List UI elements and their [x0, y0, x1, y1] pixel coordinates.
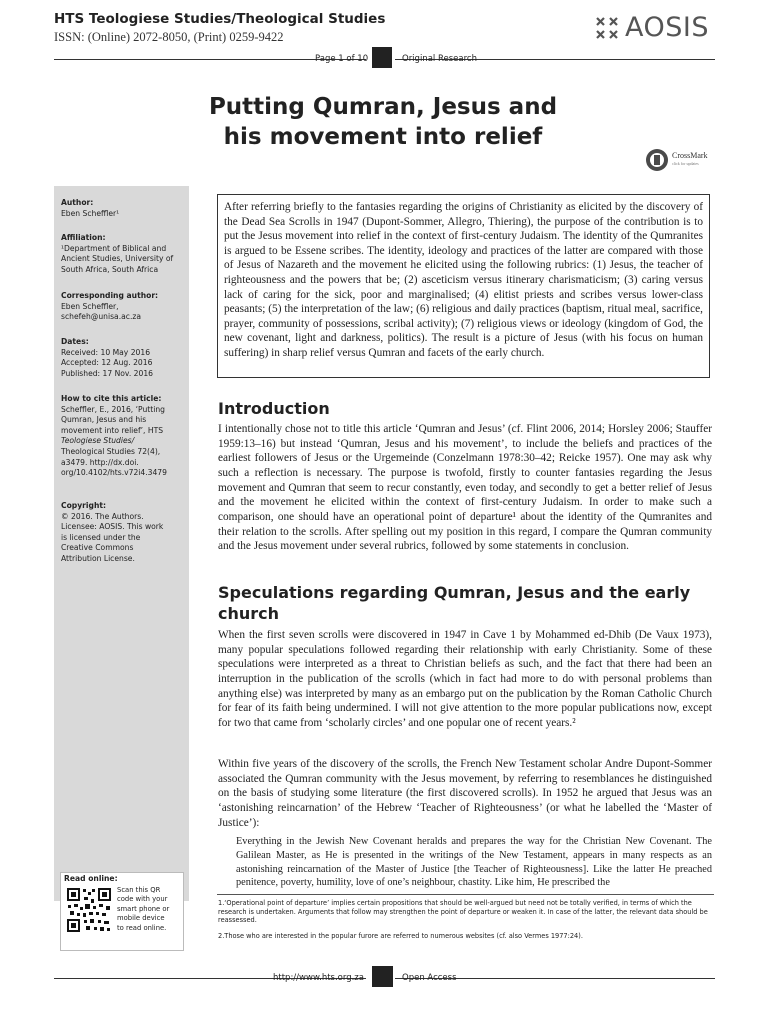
- read-online-line: to read online.: [117, 923, 167, 932]
- crossmark-icon: [645, 148, 669, 172]
- footnote-rule: [217, 894, 714, 895]
- affiliation-line: ¹Department of Biblical and: [61, 243, 167, 253]
- footnote-2: 2.Those who are interested in the popular furore are referred to numerous websites (cf. also Vermes 1977:24).: [218, 932, 583, 940]
- affiliation-block: [61, 233, 187, 275]
- corresponding-label: Corresponding author:: [61, 291, 159, 300]
- cite-line: movement into relief’, HTS: [61, 425, 164, 435]
- issn-line: ISSN: (Online) 2072-8050, (Print) 0259-9422: [54, 30, 284, 44]
- publisher-logo: [594, 12, 709, 43]
- article-title: [150, 92, 616, 152]
- read-online-line: code with your: [117, 895, 168, 904]
- dates-block: [61, 337, 187, 379]
- speculations-paragraph-1: When the first seven scrolls were discovered in 1947 in Cave 1 by Mohammed ed-Dhib (De Vaux 1973), many popular speculations followed regarding their relationship with early Christianity. Some of these speculations were interpreted as a threat to Christian beliefs as such, and the fact that there had been an interruption in the publication of the scrolls (which in fact had more to do with personal problems than anything else) was interpreted by many as an embargo put on the publication by the Roman Catholic Church for fear of its faith being undermined. I will not give attention to the more popular publications now, except for two that came from ‘scholarly circles’ and one popular one of recent years.²: [218, 629, 712, 729]
- abstract-box: [217, 194, 710, 378]
- cite-doi-line[interactable]: org/10.4102/hts.v72i4.3479: [61, 468, 167, 478]
- affiliation-label: Affiliation:: [61, 233, 106, 242]
- read-online-label: Read online:: [64, 874, 118, 883]
- affiliation-line: Ancient Studies, University of: [61, 254, 174, 264]
- corresponding-block: [61, 291, 187, 323]
- date-accepted: Accepted: 12 Aug. 2016: [61, 358, 153, 368]
- copyright-block: [61, 501, 187, 565]
- qr-code-icon[interactable]: [66, 887, 112, 933]
- footer-access: Open Access: [402, 973, 457, 983]
- read-online-line: smart phone or: [117, 904, 170, 913]
- speculations-paragraph-2: Within five years of the discovery of the scrolls, the French New Testament scholar Andre Dupont-Sommer associated the Qumran community with the Jesus movement, by referring to resemblances he distinguished on the basis of studying some literature (the first discovered scrolls). In 1952 he argued that Jesus was an ‘astonishing reincarnation’ of the Hebrew ‘Teacher of Righteousness’ (or what he labelled the ‘Master of Justice’):: [218, 758, 712, 829]
- copyright-line: Creative Commons: [61, 543, 134, 553]
- header-black-box: [372, 47, 392, 68]
- crossmark-badge[interactable]: [645, 148, 708, 172]
- copyright-label: Copyright:: [61, 501, 107, 510]
- crossmark-sub: click for updates: [672, 161, 699, 166]
- author-name: Eben Scheffler¹: [61, 208, 120, 218]
- affiliation-line: South Africa, South Africa: [61, 264, 159, 274]
- corresponding-email[interactable]: schefeh@unisa.ac.za: [61, 312, 142, 322]
- date-published: Published: 17 Nov. 2016: [61, 368, 153, 378]
- page-number: Page 1 of 10: [315, 54, 369, 64]
- author-block: [61, 198, 187, 219]
- introduction-paragraph: I intentionally chose not to title this article ‘Qumran and Jesus’ (cf. Flint 2006, 2014; Horsley 2006; Stauffer 1959:13–16) but instead ‘Qumran, Jesus and his movement’, to include the beliefs and practices of the earliest followers of Jesus or the Urgemeinde (Conzelmann 1978:30–42; Reicke 1957). One may ask why such a reflection is necessary. The purpose is twofold, firstly to counter fantasies regarding the Jesus movement and Qumran that seem to recur constantly, even today, and secondly to get a better relief of Jesus and the movement he elicited within the context of first-century Judaism. In order to make such a comparison, one should have an operational point of departure¹ about the identity of the Qumranites and their relation to the scrolls. After spelling out my position in this regard, I compare the Qumran community and the Jesus movement under several rubrics, followed by some statements in conclusion.: [218, 423, 712, 553]
- copyright-line: Licensee: AOSIS. This work: [61, 522, 164, 532]
- cite-label: How to cite this article:: [61, 394, 162, 403]
- title-line: his movement into relief: [223, 124, 543, 150]
- copyright-line: is licensed under the: [61, 532, 141, 542]
- speculations-heading: [218, 582, 698, 624]
- cite-doi-line[interactable]: a3479. http://dx.doi.: [61, 457, 139, 467]
- read-online-instructions: [117, 886, 181, 933]
- cite-line: Theological Studies 72(4),: [61, 446, 161, 456]
- cite-line: Scheffler, E., 2016, ‘Putting: [61, 404, 166, 414]
- journal-title: HTS Teologiese Studies/Theological Studies: [54, 11, 386, 27]
- cite-line: Qumran, Jesus and his: [61, 415, 147, 425]
- crossmark-label: CrossMark: [672, 151, 708, 160]
- read-online-box: [60, 872, 184, 951]
- date-received: Received: 10 May 2016: [61, 347, 151, 357]
- copyright-line: © 2016. The Authors.: [61, 511, 144, 521]
- article-type: Original Research: [402, 54, 477, 64]
- read-online-line: mobile device: [117, 914, 165, 923]
- abstract-text: After referring briefly to the fantasies regarding the origins of Christianity as elicited by the discovery of the Dead Sea Scrolls in 1947 (Dupont-Sommer, Allegro, Thiering), the purpose of the contribution is to put the Jesus movement into relief in the context of first-century Judaism. The identity of the Qumranites is argued to be Essene scribes. The identity, ideology and practices of the latter are compared with those of Jesus of Nazareth and the movement he elicited using the following rubrics: (1) Jesus, the teacher of righteousness and the powers that be; (2) asceticism versus itinerary charismaticism; (3) caring versus lack of caring for the sick, poor and marginalised; (4) elitist priests and scribes versus lower-class peasants; (5) the interpretation of the law; (6) religious and daily practices (baptism, ritual meal, sacrifice, prayer, community of possessions, scribal activity); (7) religious views or ideology (kingdom of God, the new covenant, light and darkness, politics). The result is a picture of Jesus (with his focus on human suffering) in sharp relief versus Qumran and facets of the early church.: [224, 201, 703, 359]
- cite-block: [61, 394, 187, 479]
- cite-line: Teologiese Studies/: [61, 436, 135, 446]
- introduction-heading: Introduction: [218, 399, 330, 418]
- copyright-line: Attribution License.: [61, 553, 135, 563]
- corresponding-name: Eben Scheffler,: [61, 301, 119, 311]
- author-label: Author:: [61, 198, 94, 207]
- heading-line: Speculations regarding Qumran, Jesus and the early: [218, 583, 691, 602]
- footer-url[interactable]: http://www.hts.org.za: [273, 973, 364, 983]
- heading-line: church: [218, 604, 280, 623]
- logo-text: AOSIS: [625, 12, 709, 43]
- footer-black-box: [372, 966, 393, 987]
- dates-label: Dates:: [61, 337, 89, 346]
- block-quote: Everything in the Jewish New Covenant heralds and prepares the way for the Christian New Covenant. The Galilean Master, as He is presented in the writings of the New Testament, appears in many respects as an astonishing reincarnation of the Master of Justice [the Teacher of Righteousness]. Like the latter He preached penitence, poverty, humility, love of one’s neighbour, chastity. Like him, He prescribed the: [236, 836, 712, 889]
- footnote-1: 1.‘Operational point of departure’ implies certain propositions that should be well-argued but need not be totally verified, in terms of which the research is undertaken. Arguments that follow may strengthen the point of departure or weaken it. In case of the latter, the relevant data should be reassessed.: [218, 899, 708, 924]
- title-line: Putting Qumran, Jesus and: [208, 94, 558, 120]
- read-online-line: Scan this QR: [117, 886, 161, 894]
- article-info-sidebar: [54, 186, 189, 932]
- aosis-logo-icon: [594, 15, 620, 41]
